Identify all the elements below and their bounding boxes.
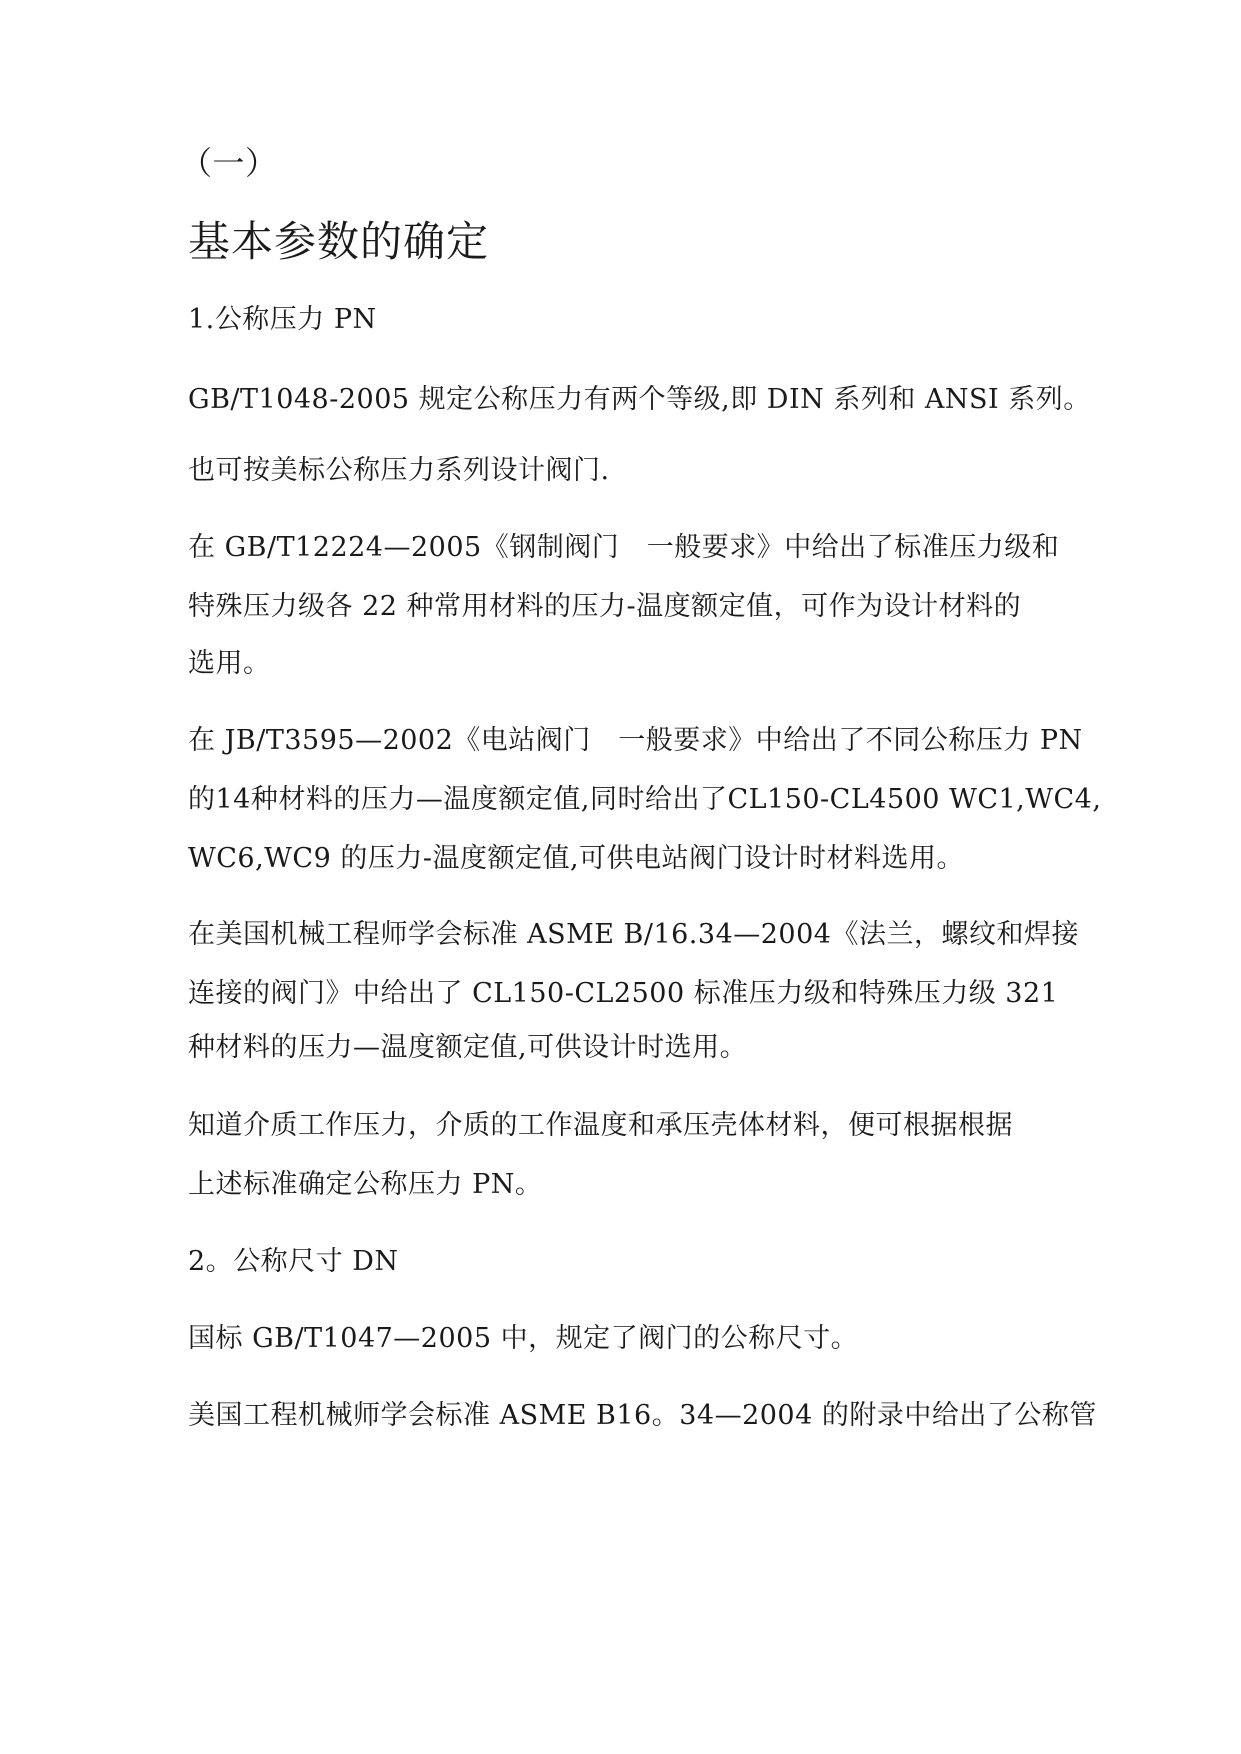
page-title: 基本参数的确定 (188, 217, 490, 266)
paragraph-line: 在 GB/T12224—2005《钢制阀门 一般要求》中给出了标准压力级和 (188, 532, 1060, 563)
paragraph-line: 特殊压力级各 22 种常用材料的压力-温度额定值，可作为设计材料的 (188, 591, 1022, 622)
paragraph-line: GB/T1048-2005 规定公称压力有两个等级,即 DIN 系列和 ANSI 系列。 (188, 384, 1091, 415)
paragraph-line: 也可按美标公称压力系列设计阀门. (188, 455, 610, 486)
paragraph-line: 种材料的压力—温度额定值,可供设计时选用。 (188, 1032, 748, 1063)
paragraph-line: 在 JB/T3595—2002《电站阀门 一般要求》中给出了不同公称压力 PN (188, 725, 1083, 756)
subheading-nominal-pressure: 1.公称压力 PN (188, 304, 377, 335)
paragraph-line: 上述标准确定公称压力 PN。 (188, 1169, 543, 1200)
paragraph-line: 知道介质工作压力，介质的工作温度和承压壳体材料，便可根据根据 (188, 1110, 1013, 1141)
paragraph-line: 选用。 (188, 648, 271, 679)
paragraph-line: 美国工程机械师学会标准 ASME B16。34—2004 的附录中给出了公称管 (188, 1400, 1097, 1431)
paragraph-line: 在美国机械工程师学会标准 ASME B/16.34—2004《法兰，螺纹和焊接 (188, 919, 1079, 950)
paragraph-line: 国标 GB/T1047—2005 中，规定了阀门的公称尺寸。 (188, 1323, 859, 1354)
subheading-nominal-size: 2。公称尺寸 DN (188, 1246, 399, 1277)
paragraph-line: 连接的阀门》中给出了 CL150-CL2500 标准压力级和特殊压力级 321 (188, 978, 1059, 1009)
section-number: （一） (180, 144, 278, 182)
paragraph-line: WC6,WC9 的压力-温度额定值,可供电站阀门设计时材料选用。 (188, 843, 965, 874)
paragraph-line: 的14种材料的压力—温度额定值,同时给出了CL150-CL4500 WC1,WC4, (188, 784, 1102, 815)
